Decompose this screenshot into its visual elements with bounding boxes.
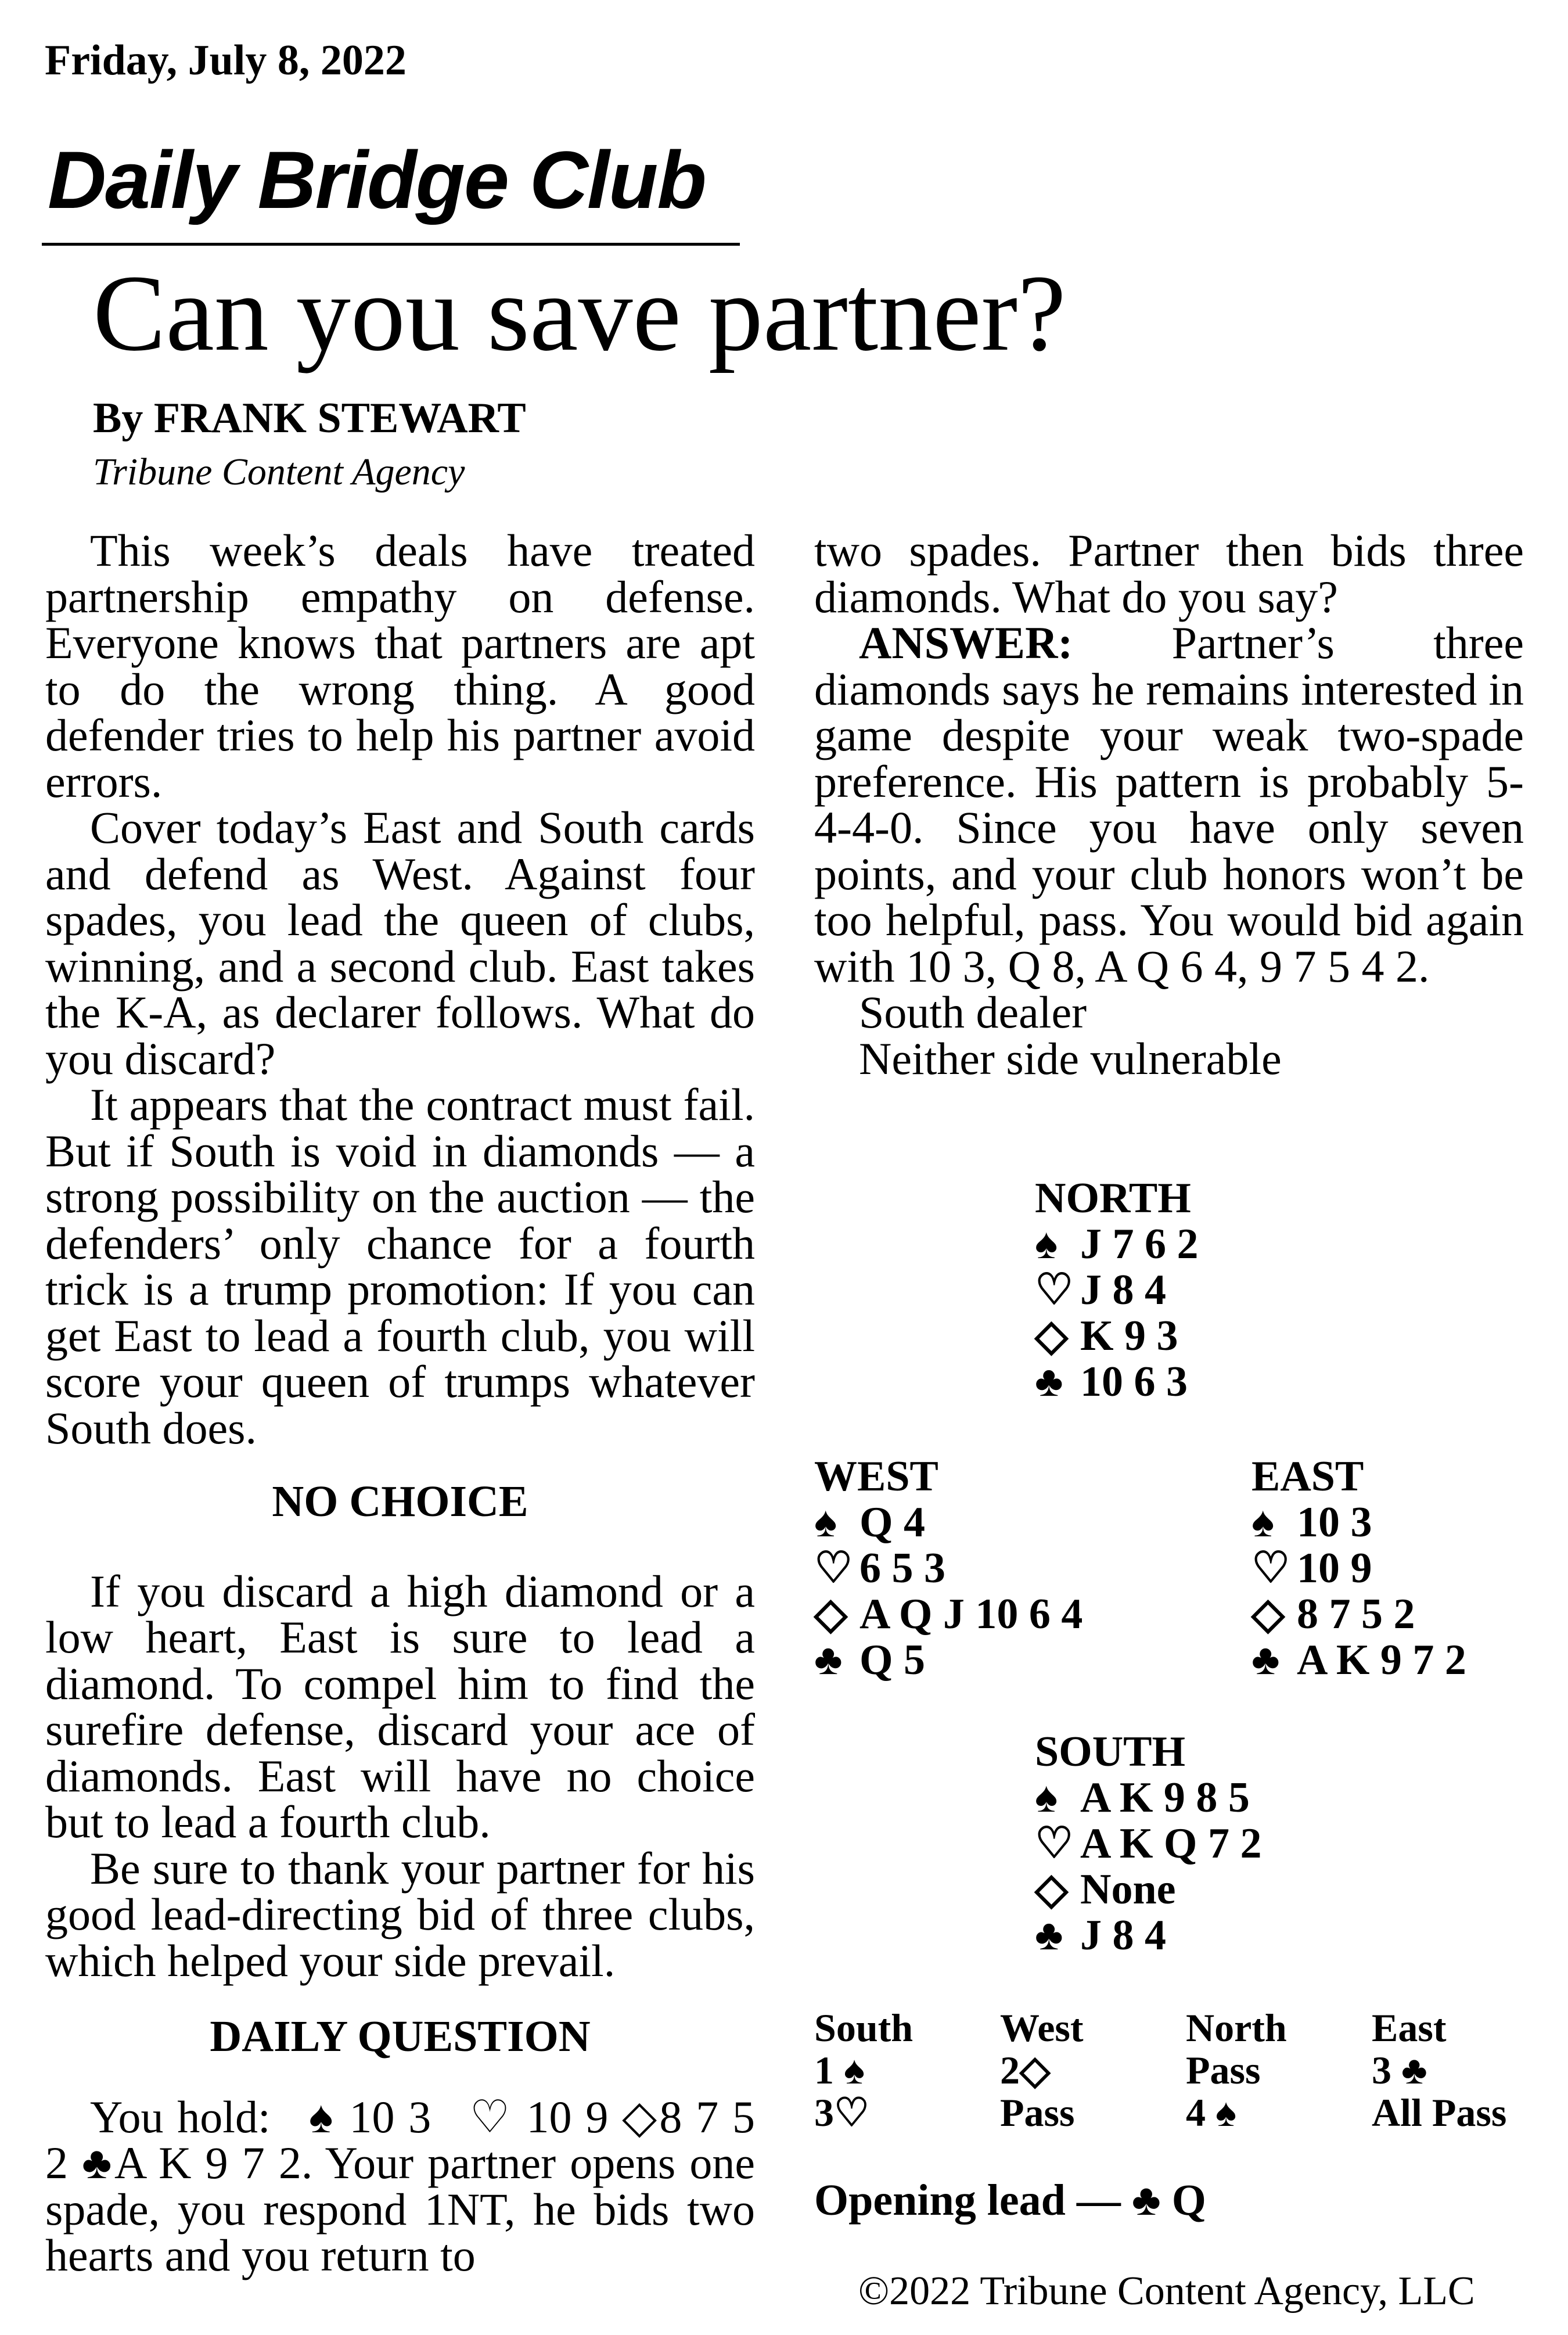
copyright-notice: ©2022 Tribune Content Agency, LLC [858, 2269, 1475, 2314]
hand-label: WEST [814, 1453, 938, 1500]
diamonds-cards: K 9 3 [1080, 1312, 1178, 1360]
question-clubs: ♣A K 9 7 2. [82, 2138, 313, 2188]
spades-cards: Q 4 [859, 1499, 926, 1546]
heart-icon: ♡ [1035, 1266, 1074, 1314]
auction-bid: Pass [1186, 2048, 1261, 2092]
diamonds-row [1251, 1592, 1466, 1637]
spades-cards: 10 3 [1297, 1499, 1372, 1546]
diamonds-cards: A Q J 10 6 4 [859, 1590, 1083, 1638]
paragraph: This week’s deals have treated partnership empathy on defense. Everyone knows that partners are apt to do the wrong thing. A good defender tries to help his partner avoid errors. [45, 525, 755, 807]
answer-text: Partner’s three diamonds says he remains interested in game despite your weak two-spade preference. His pattern is probably 5-4-4-0. Since you have only seven points, and your club honors won’t be too helpful, pass. You would bid again with 10 3, Q 8, A Q 6 4, 9 7 5 4 2. [814, 617, 1524, 992]
diamonds-cards: None [1080, 1866, 1176, 1913]
publication-date: Friday, July 8, 2022 [45, 37, 407, 84]
clubs-cards: J 8 4 [1080, 1912, 1166, 1959]
paragraph: two spades. Partner then bids three diamonds. What do you say? [814, 525, 1524, 622]
auction-bid: All Pass [1372, 2090, 1507, 2135]
clubs-cards: 10 6 3 [1080, 1358, 1188, 1406]
diamond-icon: ◇ [1251, 1590, 1285, 1638]
diamonds-cards: 8 7 5 2 [1297, 1590, 1415, 1638]
auction-bid: Pass [1000, 2090, 1075, 2135]
column-masthead: Daily Bridge Club [48, 134, 706, 225]
bidding-auction [814, 2007, 1558, 2134]
dealer-line: South dealer [859, 987, 1087, 1037]
question-text: Your partner opens one spade, you respond 1NT, he bids two hearts and you return to [45, 2138, 756, 2280]
diamonds-row [1035, 1867, 1261, 1913]
auction-bid: 3♡ [814, 2090, 869, 2135]
hearts-row [1251, 1546, 1466, 1592]
spades-row [1035, 1775, 1261, 1821]
question-lead: You hold: [90, 2091, 271, 2142]
club-icon: ♣ [1251, 1636, 1280, 1684]
spades-row [814, 1500, 1083, 1546]
auction-bid: 2◇ [1000, 2048, 1051, 2092]
question-hearts: ♡ 10 9 [467, 2091, 609, 2142]
spades-cards: A K 9 8 5 [1080, 1774, 1250, 1822]
spade-icon: ♠ [1035, 1774, 1058, 1822]
paragraph: Be sure to thank your partner for his good lead-directing bid of three clubs, which helped your side prevail. [45, 1842, 755, 1986]
question-diamonds: ◇8 7 5 2 [45, 2091, 755, 2188]
clubs-cards: Q 5 [859, 1636, 926, 1684]
heart-icon: ♡ [1251, 1544, 1290, 1592]
spades-cards: J 7 6 2 [1080, 1220, 1199, 1268]
auction-row [814, 2092, 1558, 2134]
subhead-no-choice: NO CHOICE [272, 1477, 528, 1526]
diamonds-row [1035, 1313, 1199, 1359]
south-hand [1035, 1729, 1261, 1959]
west-hand [814, 1454, 1083, 1683]
heart-icon: ♡ [814, 1544, 853, 1592]
masthead-rule [42, 243, 740, 246]
hearts-row [814, 1546, 1083, 1592]
headline: Can you save partner? [93, 252, 1066, 373]
clubs-row [1035, 1359, 1199, 1405]
answer-label: ANSWER: [859, 617, 1073, 668]
hearts-row [1035, 1267, 1199, 1313]
auction-row [814, 2049, 1558, 2092]
clubs-cards: A K 9 7 2 [1297, 1636, 1466, 1684]
opening-lead: Opening lead — ♣ Q [814, 2176, 1206, 2225]
daily-question-paragraph [45, 2091, 756, 2280]
spades-row [1251, 1500, 1466, 1546]
hearts-row [1035, 1821, 1261, 1867]
answer-paragraph [814, 617, 1524, 992]
byline: By FRANK STEWART [93, 394, 526, 442]
hearts-cards: 10 9 [1297, 1544, 1372, 1592]
paragraph: If you discard a high diamond or a low heart, East is sure to lead a diamond. To compel him to find the surefire defense, discard your ace of diamonds. East will have no choice but to lead a fourth club. [45, 1565, 755, 1847]
clubs-row [814, 1637, 1083, 1683]
article-column-2 [814, 527, 1524, 1082]
diamond-icon: ◇ [1035, 1312, 1068, 1360]
auction-header-row [814, 2007, 1558, 2049]
auction-bid: 1 ♠ [814, 2048, 865, 2092]
hand-label: SOUTH [1035, 1728, 1186, 1776]
clubs-row [1035, 1913, 1261, 1959]
spades-row [1035, 1222, 1199, 1267]
diamond-icon: ◇ [814, 1590, 847, 1638]
diamond-icon: ◇ [1035, 1866, 1068, 1913]
spade-icon: ♠ [814, 1499, 837, 1546]
heart-icon: ♡ [1035, 1820, 1074, 1867]
hearts-cards: J 8 4 [1080, 1266, 1166, 1314]
spade-icon: ♠ [1251, 1499, 1275, 1546]
club-icon: ♣ [1035, 1358, 1063, 1406]
club-icon: ♣ [1035, 1912, 1063, 1959]
subhead-daily-question: DAILY QUESTION [210, 2012, 591, 2061]
agency-credit: Tribune Content Agency [93, 451, 465, 493]
clubs-row [1251, 1637, 1466, 1683]
question-spades: ♠ 10 3 [306, 2091, 431, 2142]
auction-header: West [1000, 2006, 1084, 2050]
club-icon: ♣ [814, 1636, 843, 1684]
auction-header: East [1372, 2006, 1447, 2050]
auction-header: North [1186, 2006, 1287, 2050]
north-hand [1035, 1176, 1199, 1405]
auction-bid: 4 ♠ [1186, 2090, 1237, 2135]
diamonds-row [814, 1592, 1083, 1637]
paragraph: Cover today’s East and South cards and defend as West. Against four spades, you lead the queen of clubs, winning, and a second club. East takes the K-A, as declarer follows. What do you discard? [45, 802, 755, 1084]
auction-bid: 3 ♣ [1372, 2048, 1427, 2092]
spade-icon: ♠ [1035, 1220, 1058, 1268]
hearts-cards: 6 5 3 [859, 1544, 945, 1592]
hearts-cards: A K Q 7 2 [1080, 1820, 1262, 1867]
paragraph: It appears that the contract must fail. But if South is void in diamonds — a strong possibility on the auction — the defenders’ only chance for a fourth trick is a trump promotion: If you can get East to lead a fourth club, you will score your queen of trumps whatever South does. [45, 1079, 755, 1453]
auction-header: South [814, 2006, 914, 2050]
hand-label: NORTH [1035, 1174, 1191, 1222]
article-column-1 [45, 527, 755, 2279]
vulnerability-line: Neither side vulnerable [859, 1033, 1282, 1084]
east-hand [1251, 1454, 1466, 1683]
hand-label: EAST [1251, 1453, 1364, 1500]
